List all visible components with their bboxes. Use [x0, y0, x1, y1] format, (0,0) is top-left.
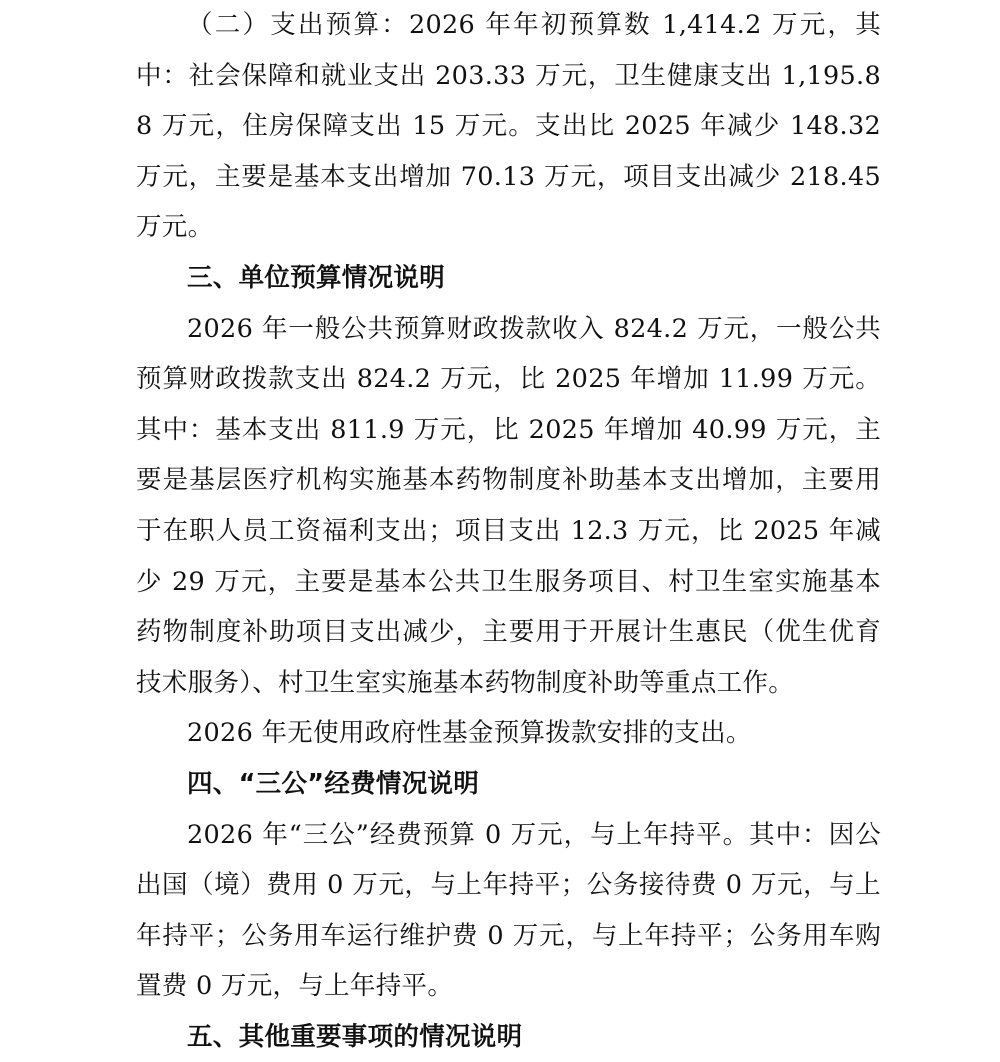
section-3-heading: 三、单位预算情况说明: [187, 262, 446, 293]
expenditure-budget-paragraph: （二）支出预算：2026 年年初预算数 1,414.2 万元，其中：社会保障和就业支出 203.33 万元，卫生健康支出 1,195.88 万元，住房保障支出 15 万元。支出比 2025 年减少 148.32 万元，主要是基本支出增加 70.13 万元，项目支出减少 218.45 万元。: [136, 10, 881, 243]
unit-budget-paragraph: 2026 年一般公共预算财政拨款收入 824.2 万元，一般公共预算财政拨款支出 824.2 万元，比 2025 年增加 11.99 万元。其中：基本支出 811.9 万元，比 2025 年增加 40.99 万元，主要是基层医疗机构实施基本药物制度补助基本支出增加，主要用于在职人员工资福利支出；项目支出 12.3 万元，比 2025 年减少 29 万元，主要是基本公共卫生服务项目、村卫生室实施基本药物制度补助项目支出减少，主要用于开展计生惠民（优生优育技术服务）、村卫生室实施基本药物制度补助等重点工作。: [136, 313, 881, 698]
three-public-paragraph: 2026 年“三公”经费预算 0 万元，与上年持平。其中：因公出国（境）费用 0 万元，与上年持平；公务接待费 0 万元，与上年持平；公务用车运行维护费 0 万元，与上年持平；公务用车购置费 0 万元，与上年持平。: [136, 819, 881, 1002]
gov-fund-paragraph: 2026 年无使用政府性基金预算拨款安排的支出。: [187, 718, 752, 749]
section-4-heading: 四、“三公”经费情况说明: [187, 768, 480, 799]
section-5-heading: 五、其他重要事项的情况说明: [187, 1021, 523, 1052]
document-page: [136, 0, 881, 1062]
